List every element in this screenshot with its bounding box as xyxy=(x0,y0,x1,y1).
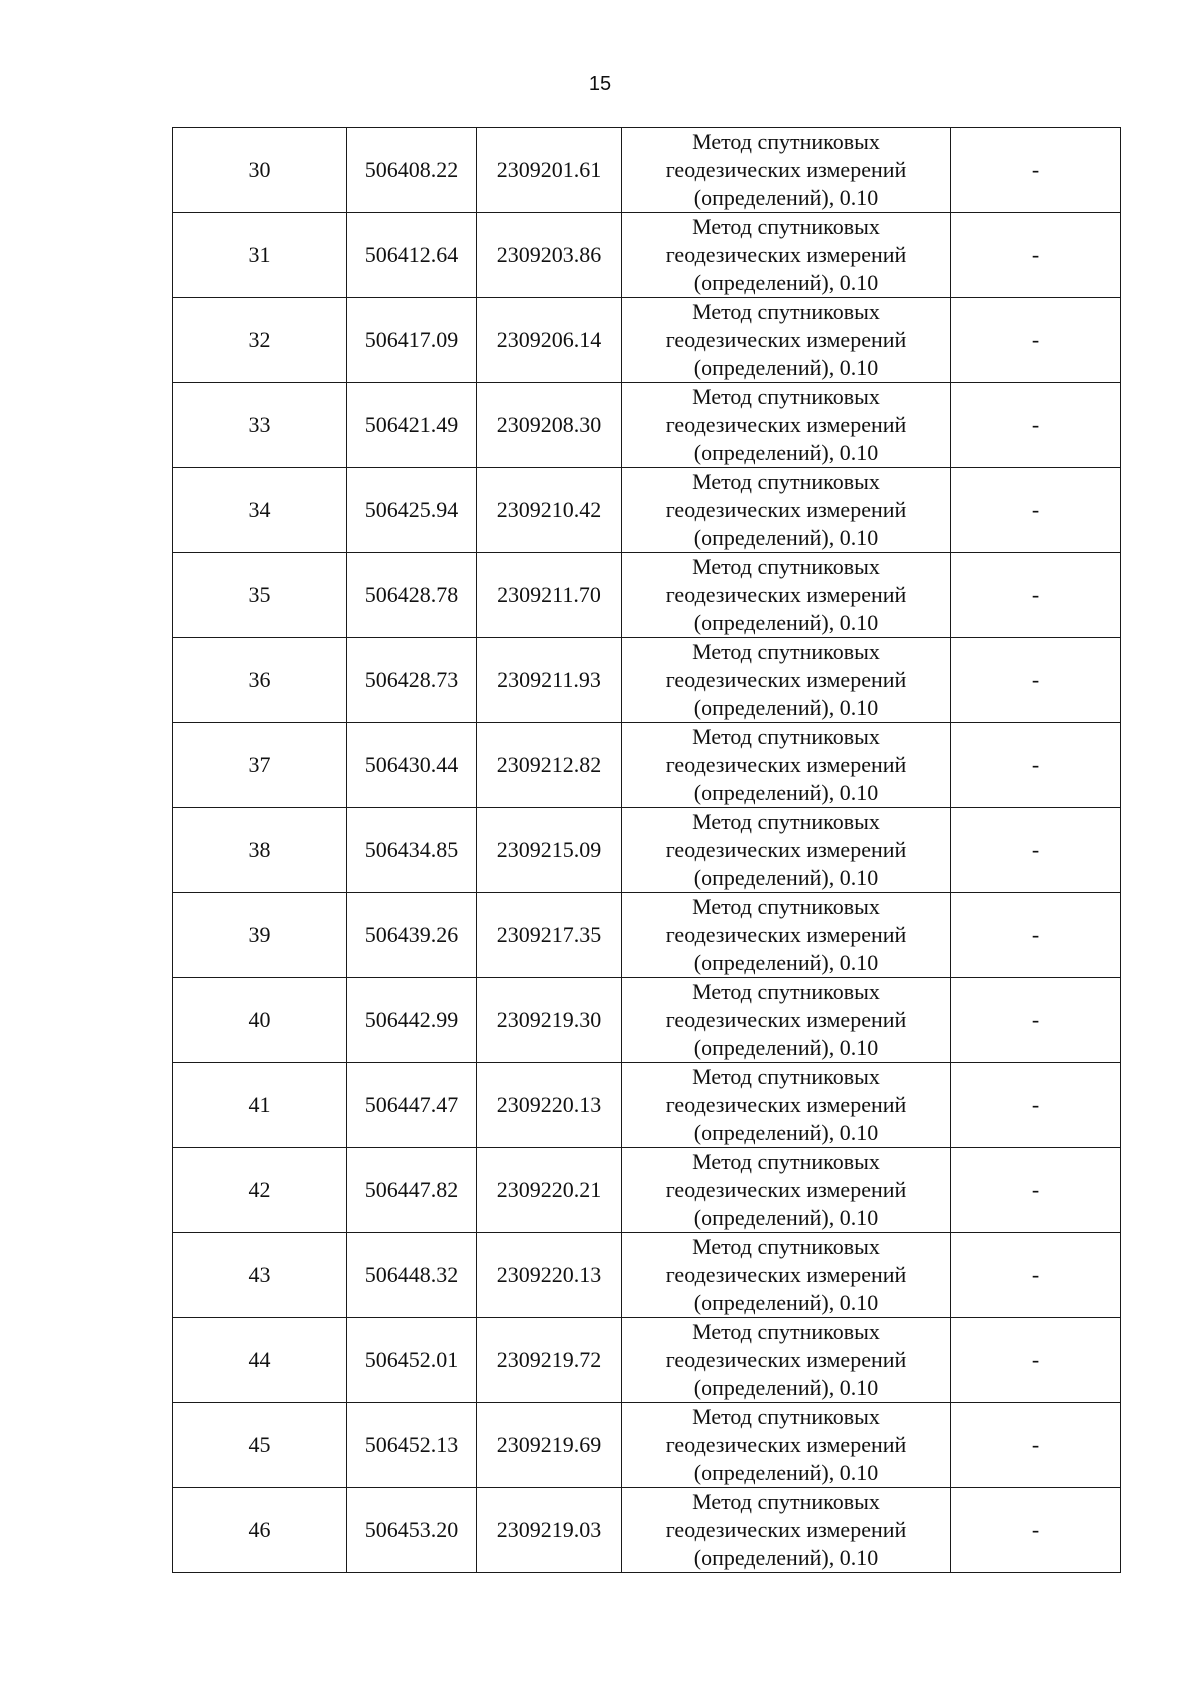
point-number-cell: 46 xyxy=(173,1488,347,1573)
point-number-cell: 39 xyxy=(173,893,347,978)
method-line: Метод спутниковых xyxy=(692,639,880,664)
method-line: Метод спутниковых xyxy=(692,1149,880,1174)
method-line: геодезических измерений xyxy=(665,837,907,862)
method-cell xyxy=(622,1318,951,1403)
method-line: Метод спутниковых xyxy=(692,1234,880,1259)
method-cell xyxy=(622,978,951,1063)
point-number-cell: 44 xyxy=(173,1318,347,1403)
table-row xyxy=(173,1488,1121,1573)
method-line: геодезических измерений xyxy=(665,1262,907,1287)
note-cell: - xyxy=(951,1233,1121,1318)
x-coordinate-cell: 506412.64 xyxy=(347,213,477,298)
method-line: (определений), 0.10 xyxy=(693,1205,879,1230)
method-cell xyxy=(622,1488,951,1573)
note-cell: - xyxy=(951,213,1121,298)
method-line: Метод спутниковых xyxy=(692,724,880,749)
method-line: (определений), 0.10 xyxy=(693,1460,879,1485)
method-line: Метод спутниковых xyxy=(692,1489,880,1514)
method-line: (определений), 0.10 xyxy=(693,865,879,890)
y-coordinate-cell: 2309220.13 xyxy=(477,1233,622,1318)
point-number-cell: 32 xyxy=(173,298,347,383)
table-row xyxy=(173,383,1121,468)
method-line: (определений), 0.10 xyxy=(693,695,879,720)
method-cell xyxy=(622,808,951,893)
method-line: Метод спутниковых xyxy=(692,1064,880,1089)
y-coordinate-cell: 2309219.30 xyxy=(477,978,622,1063)
note-cell: - xyxy=(951,128,1121,213)
method-line: геодезических измерений xyxy=(665,1517,907,1542)
point-number-cell: 42 xyxy=(173,1148,347,1233)
y-coordinate-cell: 2309220.21 xyxy=(477,1148,622,1233)
point-number-cell: 41 xyxy=(173,1063,347,1148)
method-line: Метод спутниковых xyxy=(692,129,880,154)
method-line: (определений), 0.10 xyxy=(693,1035,879,1060)
note-cell: - xyxy=(951,553,1121,638)
point-number-cell: 36 xyxy=(173,638,347,723)
x-coordinate-cell: 506448.32 xyxy=(347,1233,477,1318)
point-number-cell: 40 xyxy=(173,978,347,1063)
method-line: Метод спутниковых xyxy=(692,554,880,579)
method-line: (определений), 0.10 xyxy=(693,1545,879,1570)
point-number-cell: 45 xyxy=(173,1403,347,1488)
method-line: геодезических измерений xyxy=(665,582,907,607)
method-line: Метод спутниковых xyxy=(692,299,880,324)
method-line: геодезических измерений xyxy=(665,752,907,777)
method-line: (определений), 0.10 xyxy=(693,950,879,975)
y-coordinate-cell: 2309219.72 xyxy=(477,1318,622,1403)
y-coordinate-cell: 2309215.09 xyxy=(477,808,622,893)
note-cell: - xyxy=(951,1488,1121,1573)
coordinates-table xyxy=(172,127,1121,1573)
x-coordinate-cell: 506447.82 xyxy=(347,1148,477,1233)
table-row xyxy=(173,893,1121,978)
method-line: Метод спутниковых xyxy=(692,1404,880,1429)
method-cell xyxy=(622,383,951,468)
note-cell: - xyxy=(951,1318,1121,1403)
method-line: Метод спутниковых xyxy=(692,809,880,834)
y-coordinate-cell: 2309203.86 xyxy=(477,213,622,298)
x-coordinate-cell: 506430.44 xyxy=(347,723,477,808)
table-row xyxy=(173,128,1121,213)
page-number: 15 xyxy=(588,73,612,95)
note-cell: - xyxy=(951,1148,1121,1233)
note-cell: - xyxy=(951,978,1121,1063)
note-cell: - xyxy=(951,468,1121,553)
method-line: Метод спутниковых xyxy=(692,1319,880,1344)
method-cell xyxy=(622,1403,951,1488)
method-line: Метод спутниковых xyxy=(692,214,880,239)
method-cell xyxy=(622,1148,951,1233)
coordinates-table-body xyxy=(173,128,1121,1573)
x-coordinate-cell: 506452.13 xyxy=(347,1403,477,1488)
y-coordinate-cell: 2309219.69 xyxy=(477,1403,622,1488)
y-coordinate-cell: 2309219.03 xyxy=(477,1488,622,1573)
method-line: геодезических измерений xyxy=(665,327,907,352)
table-row xyxy=(173,1233,1121,1318)
method-line: (определений), 0.10 xyxy=(693,270,879,295)
table-row xyxy=(173,553,1121,638)
method-line: (определений), 0.10 xyxy=(693,1375,879,1400)
y-coordinate-cell: 2309217.35 xyxy=(477,893,622,978)
method-line: геодезических измерений xyxy=(665,242,907,267)
method-cell xyxy=(622,638,951,723)
method-cell xyxy=(622,1063,951,1148)
method-line: (определений), 0.10 xyxy=(693,1290,879,1315)
note-cell: - xyxy=(951,383,1121,468)
method-cell xyxy=(622,553,951,638)
table-row xyxy=(173,468,1121,553)
method-cell xyxy=(622,468,951,553)
point-number-cell: 43 xyxy=(173,1233,347,1318)
method-line: геодезических измерений xyxy=(665,922,907,947)
method-line: Метод спутниковых xyxy=(692,384,880,409)
y-coordinate-cell: 2309211.70 xyxy=(477,553,622,638)
table-row xyxy=(173,1318,1121,1403)
point-number-cell: 38 xyxy=(173,808,347,893)
method-line: Метод спутниковых xyxy=(692,894,880,919)
x-coordinate-cell: 506439.26 xyxy=(347,893,477,978)
method-cell xyxy=(622,893,951,978)
point-number-cell: 30 xyxy=(173,128,347,213)
method-line: геодезических измерений xyxy=(665,1347,907,1372)
point-number-cell: 35 xyxy=(173,553,347,638)
point-number-cell: 33 xyxy=(173,383,347,468)
x-coordinate-cell: 506453.20 xyxy=(347,1488,477,1573)
x-coordinate-cell: 506434.85 xyxy=(347,808,477,893)
table-row xyxy=(173,1063,1121,1148)
y-coordinate-cell: 2309210.42 xyxy=(477,468,622,553)
method-line: Метод спутниковых xyxy=(692,469,880,494)
table-row xyxy=(173,723,1121,808)
method-line: геодезических измерений xyxy=(665,497,907,522)
method-line: геодезических измерений xyxy=(665,157,907,182)
y-coordinate-cell: 2309208.30 xyxy=(477,383,622,468)
method-line: (определений), 0.10 xyxy=(693,780,879,805)
note-cell: - xyxy=(951,298,1121,383)
note-cell: - xyxy=(951,1403,1121,1488)
x-coordinate-cell: 506447.47 xyxy=(347,1063,477,1148)
table-row xyxy=(173,213,1121,298)
method-line: (определений), 0.10 xyxy=(693,525,879,550)
method-line: Метод спутниковых xyxy=(692,979,880,1004)
x-coordinate-cell: 506417.09 xyxy=(347,298,477,383)
table-row xyxy=(173,1403,1121,1488)
method-line: геодезических измерений xyxy=(665,1177,907,1202)
x-coordinate-cell: 506442.99 xyxy=(347,978,477,1063)
y-coordinate-cell: 2309206.14 xyxy=(477,298,622,383)
table-row xyxy=(173,298,1121,383)
table-row xyxy=(173,978,1121,1063)
point-number-cell: 37 xyxy=(173,723,347,808)
method-line: геодезических измерений xyxy=(665,412,907,437)
table-row xyxy=(173,638,1121,723)
method-line: (определений), 0.10 xyxy=(693,355,879,380)
x-coordinate-cell: 506428.73 xyxy=(347,638,477,723)
note-cell: - xyxy=(951,638,1121,723)
method-cell xyxy=(622,298,951,383)
point-number-cell: 31 xyxy=(173,213,347,298)
y-coordinate-cell: 2309212.82 xyxy=(477,723,622,808)
method-line: (определений), 0.10 xyxy=(693,1120,879,1145)
table-row xyxy=(173,1148,1121,1233)
note-cell: - xyxy=(951,808,1121,893)
method-line: (определений), 0.10 xyxy=(693,610,879,635)
y-coordinate-cell: 2309211.93 xyxy=(477,638,622,723)
x-coordinate-cell: 506428.78 xyxy=(347,553,477,638)
method-line: геодезических измерений xyxy=(665,1432,907,1457)
x-coordinate-cell: 506425.94 xyxy=(347,468,477,553)
method-cell xyxy=(622,723,951,808)
note-cell: - xyxy=(951,1063,1121,1148)
note-cell: - xyxy=(951,723,1121,808)
x-coordinate-cell: 506452.01 xyxy=(347,1318,477,1403)
note-cell: - xyxy=(951,893,1121,978)
method-line: геодезических измерений xyxy=(665,667,907,692)
y-coordinate-cell: 2309220.13 xyxy=(477,1063,622,1148)
x-coordinate-cell: 506421.49 xyxy=(347,383,477,468)
table-row xyxy=(173,808,1121,893)
method-cell xyxy=(622,128,951,213)
y-coordinate-cell: 2309201.61 xyxy=(477,128,622,213)
method-line: (определений), 0.10 xyxy=(693,440,879,465)
x-coordinate-cell: 506408.22 xyxy=(347,128,477,213)
method-cell xyxy=(622,213,951,298)
point-number-cell: 34 xyxy=(173,468,347,553)
method-line: геодезических измерений xyxy=(665,1007,907,1032)
method-cell xyxy=(622,1233,951,1318)
method-line: (определений), 0.10 xyxy=(693,185,879,210)
method-line: геодезических измерений xyxy=(665,1092,907,1117)
